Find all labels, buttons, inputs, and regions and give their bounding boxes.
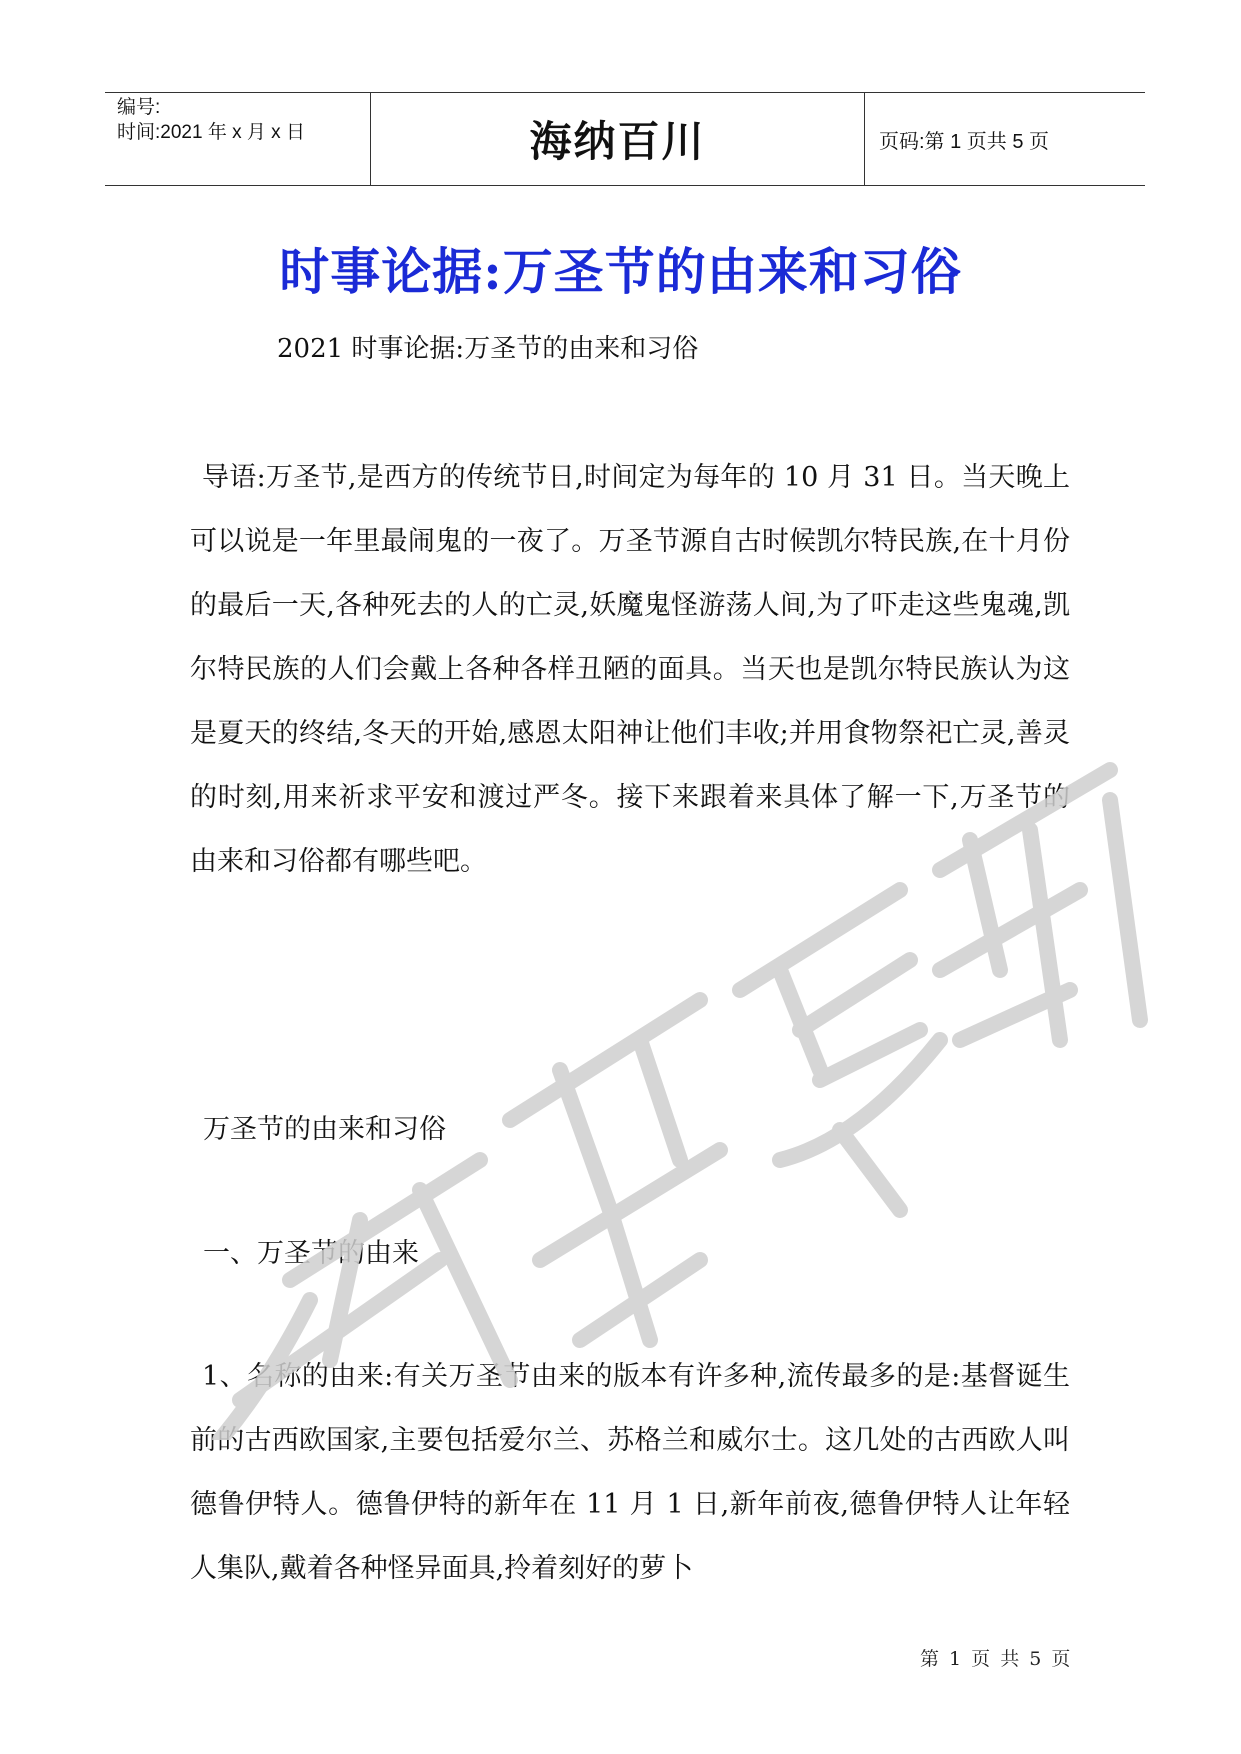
page-footer: 第 1 页 共 5 页 xyxy=(920,1648,1073,1670)
origin-paragraph: 1、名称的由来:有关万圣节由来的版本有许多种,流传最多的是:基督诞生前的古西欧国家,主要包括爱尔兰、苏格兰和威尔士。这几处的古西欧人叫德鲁伊特人。德鲁伊特的新年在 11 月 1 日,新年前夜,德鲁伊特人让年轻人集队,戴着各种怪异面具,拎着刻好的萝卜 xyxy=(190,1361,1070,1584)
section-heading: 万圣节的由来和习俗 xyxy=(203,1114,446,1145)
header-table xyxy=(105,92,1145,186)
document-time-label: 时间:2021 年 x 月 x 日 xyxy=(117,122,305,143)
header-page-code: 页码:第 1 页共 5 页 xyxy=(879,130,1050,153)
subsection-heading: 一、万圣节的由来 xyxy=(203,1238,419,1269)
header-center-title: 海纳百川 xyxy=(371,93,865,185)
header-meta xyxy=(105,93,371,185)
document-number-label: 编号: xyxy=(117,97,161,118)
document-subtitle: 2021 时事论据:万圣节的由来和习俗 xyxy=(277,334,699,364)
intro-paragraph: 导语:万圣节,是西方的传统节日,时间定为每年的 10 月 31 日。当天晚上可以说是一年里最闹鬼的一夜了。万圣节源自古时候凯尔特民族,在十月份的最后一天,各种死去的人的亡灵,妖魔鬼怪游荡人间,为了吓走这些鬼魂,凯尔特民族的人们会戴上各种各样丑陋的面具。当天也是凯尔特民族认为这是夏天的终结,冬天的开始,感恩太阳神让他们丰收;并用食物祭祀亡灵,善灵的时刻,用来祈求平安和渡过严冬。接下来跟着来具体了解一下,万圣节的由来和习俗都有哪些吧。 xyxy=(190,462,1070,877)
document-title: 时事论据:万圣节的由来和习俗 xyxy=(279,242,962,301)
